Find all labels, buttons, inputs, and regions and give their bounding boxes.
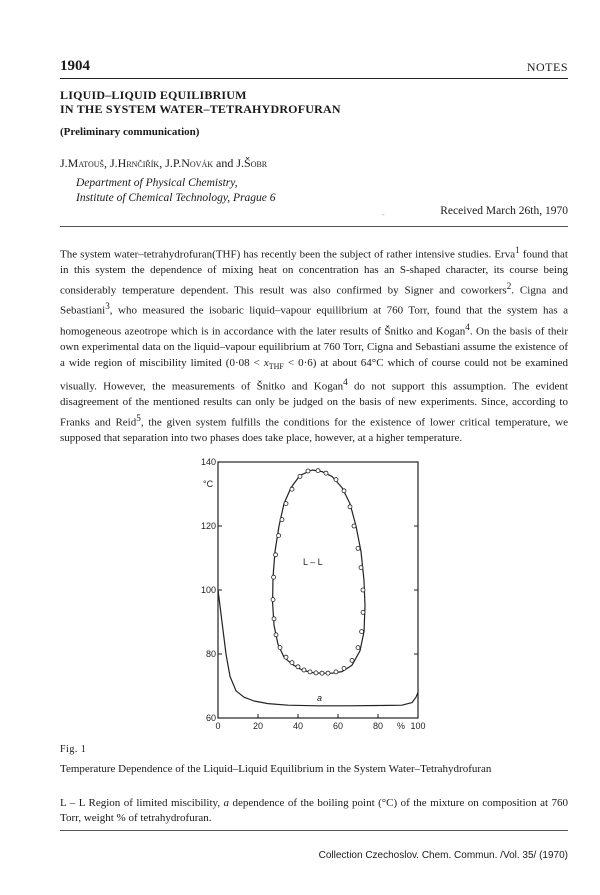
y-axis-unit: °C: [203, 479, 214, 489]
data-point-marker: [290, 487, 294, 491]
data-point-marker: [277, 534, 281, 538]
article-subtitle: (Preliminary communication): [60, 126, 200, 138]
data-point-marker: [298, 474, 302, 478]
received-date: Received March 26th, 1970: [440, 205, 568, 217]
y-tick-label: 140: [200, 457, 216, 467]
curve-group: [218, 470, 418, 706]
data-point-marker: [280, 518, 284, 522]
body-text-segment: The system water–tetrahydrofuran(THF) has recently been the subject of rather intensive studies. Erva: [60, 248, 516, 261]
data-point-marker: [314, 671, 318, 675]
author-2-initial: J.: [109, 156, 118, 170]
legend-text: Region of limited miscibility,: [85, 797, 224, 809]
data-point-marker: [361, 610, 365, 614]
author-3-initial: J.P.: [165, 156, 182, 170]
data-point-marker: [334, 478, 338, 482]
data-point-marker: [290, 661, 294, 665]
section-rule: [60, 226, 568, 227]
figure-title: Temperature Dependence of the Liquid–Liquid Equilibrium in the System Water–Tetrahydrofuran: [60, 763, 492, 775]
running-header: [60, 58, 568, 78]
y-tick-label: 100: [200, 585, 216, 595]
data-point-marker: [284, 502, 288, 506]
miscibility-boundary-line: [273, 470, 365, 673]
data-point-marker: [342, 489, 346, 493]
y-tick-label: 80: [205, 649, 216, 659]
affiliation-department: Department of Physical Chemistry,: [76, 177, 238, 189]
footer-rule: [60, 830, 568, 831]
data-point-marker: [361, 588, 365, 592]
region-label: L – L: [303, 557, 323, 567]
body-text-segment: < 0·6) at about 64°C which of course could not be examined visually. However, the measurements of Šnitko and Kogan: [60, 356, 568, 393]
affiliation-institute: Institute of Chemical Technology, Prague 6: [76, 192, 276, 204]
author-1-initial: J.: [60, 156, 68, 170]
figure-label: Fig. 1: [60, 744, 87, 755]
title-line-1: LIQUID–LIQUID EQUILIBRIUM: [60, 88, 247, 102]
title-line-2: IN THE SYSTEM WATER–TETRAHYDROFURAN: [60, 102, 341, 116]
reference-mark: 4: [465, 321, 470, 332]
body-text-segment: , the given system fulfills the conditions for the existence of lower critical temperature, we supposed that separation into two phases does take place, however, at a higher temperature.: [60, 416, 568, 445]
data-point-marker: [356, 646, 360, 650]
reference-mark: 5: [136, 412, 141, 423]
data-point-marker: [272, 617, 276, 621]
data-point-marker: [334, 670, 338, 674]
variable-subscript: THF: [268, 362, 284, 372]
data-point-marker: [360, 630, 364, 634]
plot-frame: [218, 462, 418, 718]
data-point-marker: [278, 646, 282, 650]
data-point-marker: [274, 553, 278, 557]
x-tick-label: 80: [372, 721, 384, 731]
section-name: NOTES: [526, 60, 568, 74]
margin-mark: -: [382, 210, 385, 219]
reference-mark: 1: [515, 245, 520, 255]
data-point-marker: [359, 566, 363, 570]
data-point-marker: [272, 575, 276, 579]
x-tick-label: 0: [215, 721, 221, 731]
data-point-marker: [352, 524, 356, 528]
paragraph-1: [60, 243, 568, 447]
body-text-segment: , who measured the isobaric liquid–vapour equilibrium at 760 Torr, found that the system has a homogeneous azeotrope which is in accordance with the later results of Šnitko and Kogan: [60, 305, 568, 338]
x-tick-label: 40: [292, 721, 304, 731]
curve-a-label: a: [317, 693, 323, 703]
body-text-segment: . Cigna and Sebastiani: [60, 284, 568, 318]
x-tick-label: 100: [410, 721, 426, 731]
data-point-marker: [306, 469, 310, 473]
y-tick-label: 120: [200, 521, 216, 531]
author-4-name: Šobr: [244, 156, 268, 170]
affiliation: [76, 176, 276, 206]
author-list: [60, 156, 267, 171]
journal-citation: Collection Czechoslov. Chem. Commun. /Vol. 35/ (1970): [318, 850, 568, 861]
tick-group: [201, 457, 426, 731]
legend-curve-symbol: a: [223, 797, 230, 809]
article-title: [60, 88, 341, 116]
x-tick-label: 20: [252, 721, 264, 731]
data-point-marker: [274, 633, 278, 637]
data-point-marker: [350, 658, 354, 662]
body-text-segment: do not support this assumption. The evident disagreement of the mentioned results can only be judged on the basis of new experiments. Since, according to Franks and Reid: [60, 380, 568, 429]
data-point-marker: [296, 665, 300, 669]
reference-mark: 3: [105, 301, 110, 312]
author-separator: ,: [159, 156, 166, 170]
figure-legend: [60, 796, 568, 826]
author-separator: ,: [103, 156, 110, 170]
data-point-marker: [284, 655, 288, 659]
page-number: 1904: [60, 58, 90, 74]
body-paragraph: [60, 243, 568, 447]
reference-mark: 2: [506, 281, 512, 292]
data-point-marker: [342, 666, 346, 670]
header-rule: [60, 78, 568, 79]
data-point-marker: [271, 598, 275, 602]
x-axis-unit: %: [397, 721, 406, 731]
figure-1: [195, 455, 435, 735]
author-1-name: Matouš: [67, 156, 104, 170]
data-point-marker: [308, 670, 312, 674]
variable-x: x: [263, 356, 269, 369]
author-4-initial: J.: [236, 156, 245, 170]
y-tick-label: 60: [205, 713, 216, 723]
boiling-point-curve: [218, 590, 418, 706]
data-point-marker: [324, 471, 328, 475]
x-tick-label: 60: [332, 721, 344, 731]
body-text-segment: . On the basis of their own experimental data on the liquid–vapour equilibrium at 760 Torr, Cigna and Sebastiani assume the existence of a wide region of miscibility limited (0·08 <: [60, 325, 568, 369]
data-point-marker: [348, 505, 352, 509]
data-point-marker: [326, 671, 330, 675]
data-point-marker: [356, 546, 360, 550]
legend-text: dependence of the boiling point (°C) of the mixture on composition at 760 Torr, weight % of tetrahydrofuran.: [60, 797, 569, 824]
phase-diagram-chart: [195, 455, 435, 735]
author-3-name: Novák: [181, 156, 214, 170]
author-separator: and: [213, 156, 237, 170]
author-2-name: Hrnčiřík: [117, 156, 160, 170]
data-point-marker: [316, 469, 320, 473]
legend-symbol: L – L: [60, 797, 86, 809]
reference-mark: 4: [343, 376, 348, 387]
data-point-marker: [320, 671, 324, 675]
body-text-segment: found that in this system the dependence of mixing heat on concentration has an S-shaped character, its course being considerably temperature dependent. This result was also confirmed by Signer and coworkers: [60, 248, 568, 297]
data-point-marker: [302, 668, 306, 672]
